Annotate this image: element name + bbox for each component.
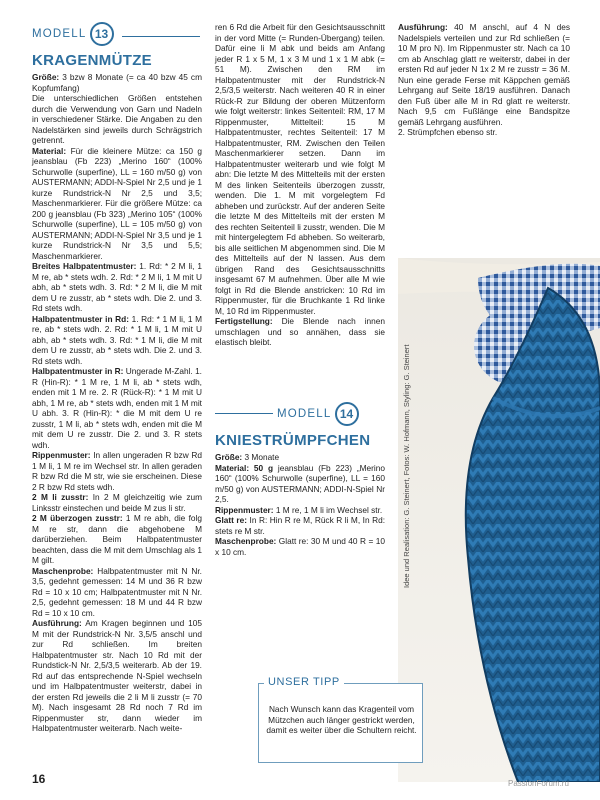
column-2-bottom bbox=[215, 452, 385, 557]
column-1 bbox=[32, 72, 202, 734]
kniestruempfchen-title: KNIESTRÜMPFCHEN bbox=[215, 432, 371, 449]
paragraph bbox=[32, 492, 202, 513]
paragraph-label: Ausführung: bbox=[32, 618, 82, 628]
paragraph bbox=[215, 22, 385, 316]
modell-13-rule bbox=[122, 36, 200, 37]
paragraph-label: Maschenprobe: bbox=[32, 565, 94, 576]
modell-14-label: MODELL bbox=[277, 408, 332, 420]
paragraph-label: Maschenprobe: bbox=[215, 536, 277, 546]
modell-14-badge bbox=[277, 402, 359, 426]
paragraph-text: 40 M anschl, auf 4 N des Nadelspiels verteilen und zur Rd schließen (= 10 M pro N). Im Rippenmuster str. Nach ca 10 cm ab Anschlag glatt re weiterstr, dabei in der ersten Rd auf jeder N 1x 2 M re zusstr = 36 M. Nun eine gerade Ferse mit Käppchen gemäß Lehrgang auf Seite 18/19 ausführen. Danach den Fuß über alle M in Rd glatt re weiterstr. Nach 9,5 cm Fußlänge eine Bandspitze gemäß Lehrgang ausführen. bbox=[398, 22, 570, 127]
paragraph-text: Ungerade M-Zahl. 1. R (Hin-R): * 1 M re, 1 M li, ab * stets wdh, enden mit 1 M re. 2. R (Rück-R): * 1 M mit U abh, 1 M re, ab * stets wdh, enden mit 1 M mit U abh. 3. R (Hin-R): * die M mit dem U re zusstr, 1 M li, ab * stets wdh, enden mit die M mit dem U re zusstr. Die 2. und 3. R stets wdh. bbox=[32, 366, 202, 450]
modell-13-label: MODELL bbox=[32, 28, 87, 40]
paragraph-text: ren 6 Rd die Arbeit für den Gesichtsausschnitt in der vord Mitte (= Runden-Übergang) teilen. Dafür eine li M abk und beids am Anfang jeder R 1 x 5 M, 1 x 3 M und 1 x 1 M abk (= 51 M). Zwischen den RM im Halbpatentmuster mit der Rundstrick-N 2,5/3,5 weiterstr. Nach weiteren 40 R in einer Rück-R zur Bildung der oberen Mützenform wie folgt weiterstr: linkes Seitenteil: RM, 17 M Rippenmuster, Mittelteil: 15 M Halbpatentmuster, rechtes Seitenteil: 17 M Halbpatentmuster, RM. Zwischen den Teilen Maschenmarkierer setzen. Dann im Halbpatentmuster weiterarb und wie folgt M abn: Die letzte M des Mittelteils mit der ersten M des linken Seitenteils überzogen zusstr, wenden. Die 1. M mit vorgelegtem Fd abheben und zurückstr. Auf der anderen Seite die letzte M des Mittelteils mit der ersten M des rechten Seitenteil li zusstr, wenden. Die M mit hintergelegtem Fd abheben. So weiterarb, bis alle seitlichen M abgenommen sind. Die M des Mittelteils auf der N lassen. Aus dem übrigen Rand des Gesichtsausschnitts insgesamt 67 M aufnehmen. Über alle M wie folgt in Rd die Blende anstricken: 10 Rd im Rippenmuster, für die Bruchkante 1 Rd linke M, 10 Rd im Rippenmuster. bbox=[215, 22, 385, 316]
paragraph-label: Material: 50 g bbox=[215, 462, 274, 473]
paragraph bbox=[32, 93, 202, 146]
tip-title: UNSER TIPP bbox=[264, 676, 344, 688]
paragraph-label: Halbpatentmuster in R: bbox=[32, 366, 124, 376]
paragraph-text: jeansblau (Fb 223) „Merino 160“ (100% Schurwolle (superfine), LL = 160 m/50 g) von AUSTERMANN; ADDI-N-Spiel Nr 2,5. bbox=[215, 462, 385, 504]
paragraph-label: Material: bbox=[32, 145, 67, 156]
paragraph-label: Größe: bbox=[215, 452, 243, 462]
paragraph-text: Die unterschiedlichen Größen entstehen durch die Verwendung von Garn und Nadeln in verschiedener Stärke. Die Angaben zu den Nadelstärken sind jeweils durch Schrägstrich getrennt. bbox=[32, 93, 202, 145]
paragraph-text: In allen ungeraden R bzw Rd 1 M li, 1 M re im Wechsel str. In allen geraden R bzw Rd die M str, wie sie erscheinen. Diese 2 R bzw Rd stets wdh. bbox=[32, 450, 202, 492]
paragraph-label: Rippenmuster: bbox=[32, 450, 91, 460]
paragraph-text: 2. Strümpfchen ebenso str. bbox=[398, 127, 498, 137]
paragraph bbox=[215, 316, 385, 348]
paragraph-label: Rippenmuster: bbox=[215, 504, 274, 515]
watermark: PassionForum.ru bbox=[508, 779, 569, 788]
column-3 bbox=[398, 22, 570, 138]
paragraph bbox=[215, 463, 385, 505]
paragraph-text: Glatt re: 30 M und 40 R = 10 x 10 cm. bbox=[215, 536, 385, 557]
paragraph-text: 1 M re abh, die folg M re str, dann die abgehobene M darüberziehen. Beim Halbpatentmuster beachten, dass die M mit dem Umschlag als 1 M gilt. bbox=[32, 513, 202, 565]
paragraph bbox=[215, 515, 385, 536]
paragraph-text: Halbpatentmuster mit N Nr. 3,5, gedehnt gemessen: 14 M und 36 R bzw Rd = 10 x 10 cm; Halbpatentmuster mit N Nr. 2,5, gedehnt gemessen: 18 M und 44 R bzw Rd = 10 x 10 cm. bbox=[32, 565, 202, 618]
paragraph bbox=[215, 536, 385, 557]
paragraph-label: Glatt re: bbox=[215, 515, 248, 525]
paragraph-label: Ausführung: bbox=[398, 22, 448, 32]
paragraph bbox=[32, 314, 202, 367]
paragraph bbox=[32, 72, 202, 93]
paragraph-label: Breites Halbpatentmuster: bbox=[32, 261, 137, 271]
paragraph-label: Fertigstellung: bbox=[215, 316, 273, 326]
paragraph-label: 2 M li zusstr: bbox=[32, 492, 89, 502]
paragraph bbox=[32, 146, 202, 262]
paragraph-text: 1. Rd: * 2 M li, 1 M re, ab * stets wdh. 2. Rd: * 2 M li, 1 M mit U abh, ab * stets wdh. 3. Rd: * 2 M li, die M mit dem U re zusstr, ab * stets wdh. Die 2. und 3. Rd stets wdh. bbox=[32, 261, 202, 313]
modell-14-rule bbox=[215, 413, 273, 414]
paragraph-text: 1 M re, 1 M li im Wechsel str. bbox=[273, 504, 383, 515]
photo-credit: Idee und Realisation: G. Steinert, Fotos: W. Hofmann, Styling: G. Steinert bbox=[402, 344, 411, 588]
paragraph bbox=[32, 366, 202, 450]
paragraph bbox=[32, 513, 202, 566]
paragraph-text: Die Blende nach innen umschlagen und so annähen, dass sie elastisch bleibt. bbox=[215, 316, 385, 347]
paragraph-text: In 2 M gleichzeitig wie zum Linksstr einstechen und beide M zus li str. bbox=[32, 492, 202, 513]
paragraph-label: 2 M überzogen zusstr: bbox=[32, 513, 123, 523]
paragraph bbox=[398, 22, 570, 127]
paragraph-text: 3 bzw 8 Monate (= ca 40 bzw 45 cm Kopfumfang) bbox=[32, 72, 202, 93]
paragraph-text: 1. Rd: * 1 M li, 1 M re, ab * stets wdh. 2. Rd: * 1 M li, 1 M mit U abh, ab * stets wdh. 3. Rd: * 1 M li, die M mit dem U re zusstr, ab * stets wdh. Die 2. und 3. Rd stets wdh. bbox=[32, 313, 203, 366]
modell-13-badge bbox=[32, 22, 114, 46]
modell-13-number: 13 bbox=[90, 22, 114, 46]
paragraph-label: Größe: bbox=[32, 72, 60, 82]
kragenmuetze-title: KRAGENMÜTZE bbox=[32, 52, 152, 69]
paragraph bbox=[32, 450, 202, 492]
paragraph-text: Am Kragen beginnen und 105 M mit der Rundstrick-N Nr. 3,5/5 anschl und zur Rd schließen. Im breiten Halbpatentmuster str. Nach 10 Rd mit der Rundstick-N Nr. 2,5/3,5 weiterarb. Ab der 19. Rd auf das entsprechende N-Spiel wechseln und im Halbpatentmuster weiterstr, dabei in der ersten Rd jeweils die 2 li M li zusstr (= 70 M). Nach insgesamt 28 Rd noch 7 Rd im Rippenmuster str, dann wieder im Halbpatentmuster weiterarb. Nach weite- bbox=[32, 618, 202, 733]
paragraph bbox=[32, 261, 202, 314]
paragraph bbox=[32, 566, 202, 619]
paragraph bbox=[215, 452, 385, 463]
paragraph bbox=[32, 618, 202, 734]
paragraph bbox=[398, 127, 570, 138]
paragraph-label: Halbpatentmuster in Rd: bbox=[32, 313, 129, 324]
paragraph-text: In R: Hin R re M, Rück R li M, In Rd: stets re M str. bbox=[215, 515, 385, 536]
paragraph-text: Für die kleinere Mütze: ca 150 g jeansblau (Fb 223) „Merino 160“ (100% Schurwolle (superfine), LL = 160 m/50 g) von AUSTERMANN; ADDI-N-Spiel Nr 2,5 und je 1 kurze Rundstrick-N Nr 2,5 und 3,5; Maschenmarkierer. Für die größere Mütze: ca 200 g jeansblau (Fb 323) „Merino 105“ (100% Schurwolle (superfine), LL = 105 m/50 g) von AUSTERMANN; ADDI-N-Spiel Nr 3,5 und je 1 kurze Rundstrick-N Nr 3,5 und 5,5; Maschenmarkierer. bbox=[32, 145, 202, 261]
paragraph-text: 3 Monate bbox=[242, 452, 280, 462]
paragraph bbox=[215, 505, 385, 516]
tip-text: Nach Wunsch kann das Kragenteil vom Mützchen auch länger gestrickt werden, damit es weiter über die Schultern reicht. bbox=[266, 704, 417, 735]
column-2-top bbox=[215, 22, 385, 348]
page-number: 16 bbox=[32, 772, 46, 786]
knitted-cap-illustration bbox=[398, 258, 600, 782]
knitted-cap-photo bbox=[398, 258, 600, 782]
modell-14-number: 14 bbox=[335, 402, 359, 426]
